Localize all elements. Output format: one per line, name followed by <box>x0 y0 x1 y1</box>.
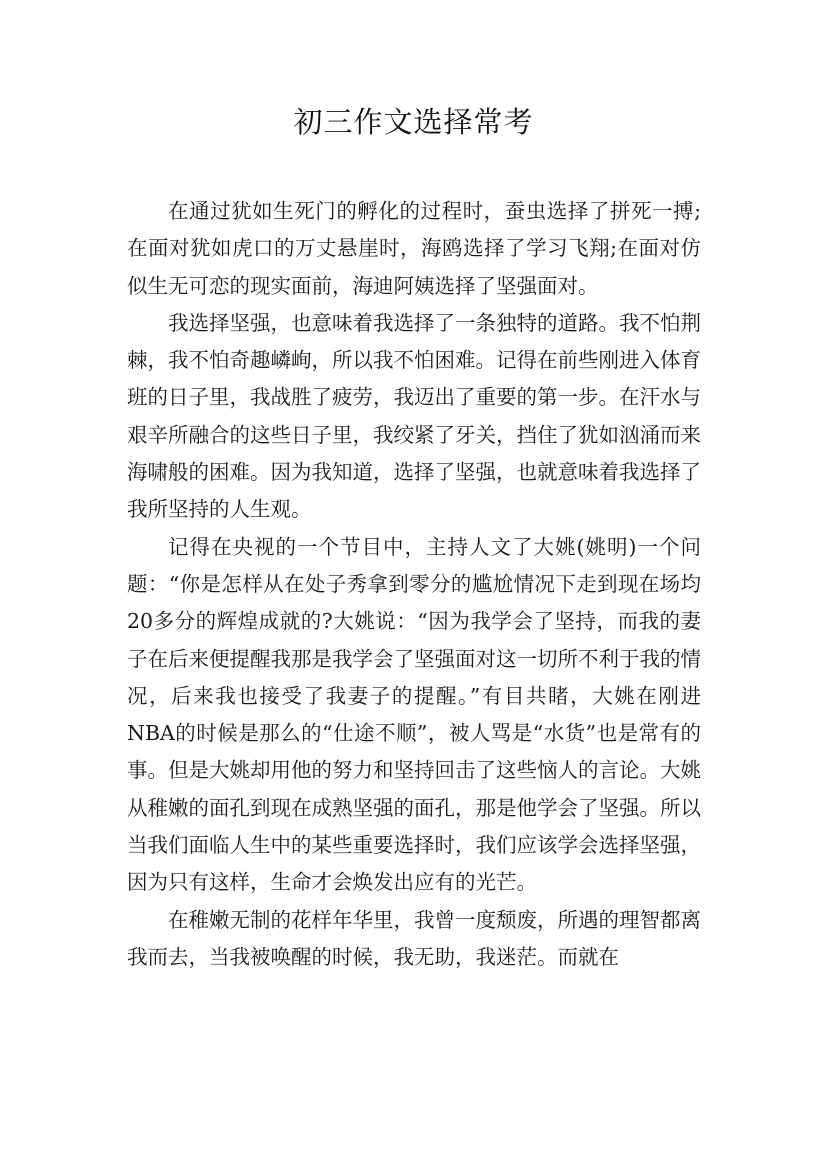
document-body <box>127 193 701 976</box>
paragraph-2: 我选择坚强，也意味着我选择了一条独特的道路。我不怕荆棘，我不怕奇趣嶙峋，所以我不怕困难。记得在前些刚进入体育班的日子里，我战胜了疲劳，我迈出了重要的第一步。在汗水与艰辛所融合的这些日子里，我绞紧了牙关，挡住了犹如汹涌而来海啸般的困难。因为我知道，选择了坚强，也就意味着我选择了我所坚持的人生观。 <box>127 310 701 522</box>
document-title: 初三作文选择常考 <box>293 105 534 139</box>
paragraph-4: 在稚嫩无制的花样年华里，我曾一度颓废，所遇的理智都离我而去，当我被唤醒的时候，我无助，我迷茫。而就在 <box>127 907 701 969</box>
paragraph-1: 在通过犹如生死门的孵化的过程时，蚕虫选择了拼死一搏;在面对犹如虎口的万丈悬崖时，海鸥选择了学习飞翔;在面对仿似生无可恋的现实面前，海迪阿姨选择了坚强面对。 <box>127 199 701 298</box>
paragraph-3: 记得在央视的一个节目中，主持人文了大姚(姚明)一个问题：“你是怎样从在处子秀拿到零分的尴尬情况下走到现在场均20多分的辉煌成就的?大姚说：“因为我学会了坚持，而我的妻子在后来便提醒我那是我学会了坚强面对这一切所不利于我的情况，后来我也接受了我妻子的提醒。”有目共睹，大姚在刚进NBA的时候是那么的“仕途不顺”，被人骂是“水货”也是常有的事。但是大姚却用他的努力和坚持回击了这些恼人的言论。大姚从稚嫩的面孔到现在成熟坚强的面孔，那是他学会了坚强。所以当我们面临人生中的某些重要选择时，我们应该学会选择坚强，因为只有这样，生命才会焕发出应有的光芒。 <box>127 534 701 895</box>
